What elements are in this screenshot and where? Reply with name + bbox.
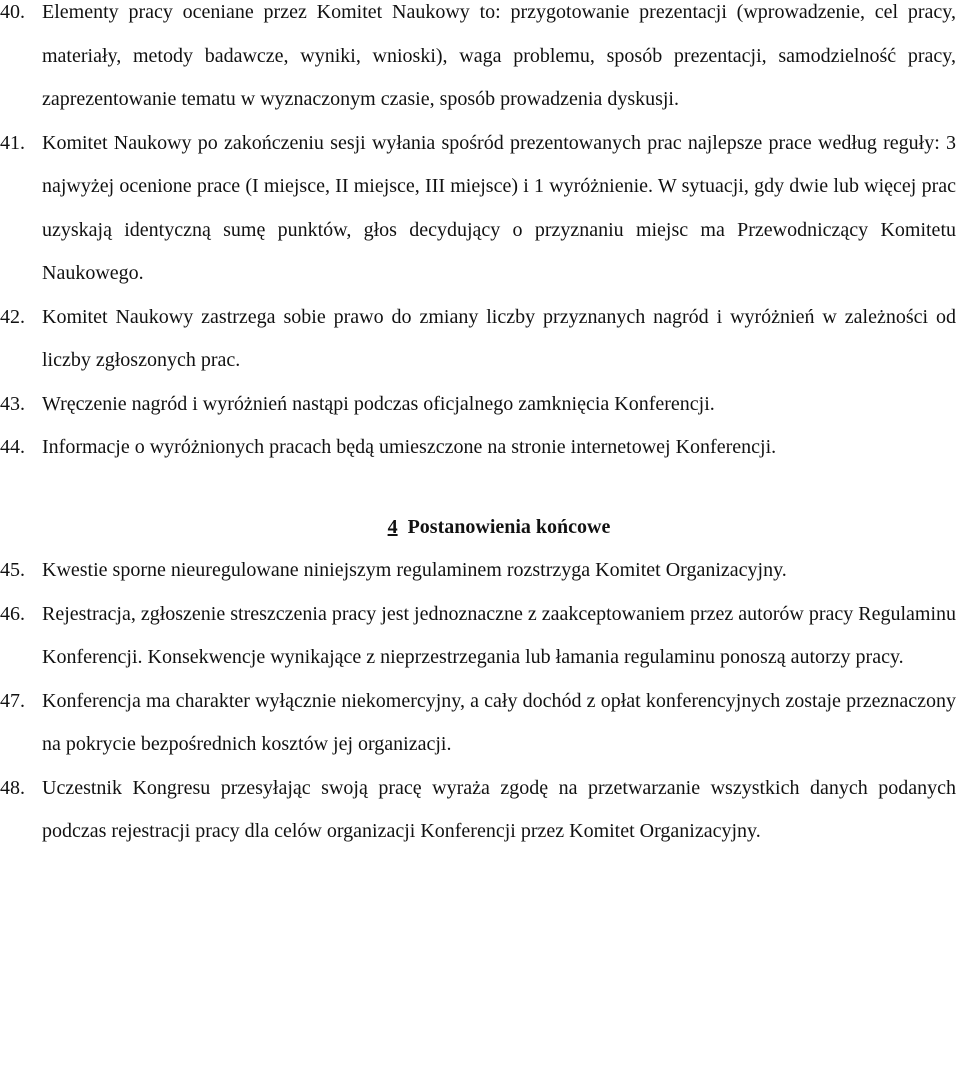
item-text: Elementy pracy oceniane przez Komitet Naukowy to: przygotowanie prezentacji (wprowadzenie, cel pracy, materiały, metody badawcze, wyniki, wnioski), waga problemu, sposób prezentacji, samodzielność pracy, zaprezentowanie tematu w wyznaczonym czasie, sposób prowadzenia dyskusji. <box>42 1 956 110</box>
item-number: 43. <box>0 392 25 415</box>
item-number: 44. <box>0 436 25 458</box>
list-item <box>0 549 956 593</box>
list-item <box>0 680 956 767</box>
item-number: 47. <box>0 689 25 712</box>
item-number: 42. <box>0 305 25 328</box>
item-text: Informacje o wyróżnionych pracach będą umieszczone na stronie internetowej Konferencji. <box>42 436 777 458</box>
section-number: 4 <box>387 515 398 538</box>
item-number: 40. <box>0 1 25 23</box>
list-item <box>0 383 956 427</box>
section-title: Postanowienia końcowe <box>407 515 611 538</box>
list-item <box>0 122 956 296</box>
item-number: 45. <box>0 559 25 581</box>
item-number: 41. <box>0 131 25 154</box>
item-text: Wręczenie nagród i wyróżnień nastąpi podczas oficjalnego zamknięcia Konferencji. <box>42 392 715 415</box>
list-item <box>0 0 956 122</box>
item-text: Komitet Naukowy zastrzega sobie prawo do zmiany liczby przyznanych nagród i wyróżnień w zależności od liczby zgłoszonych prac. <box>42 305 956 371</box>
item-text: Rejestracja, zgłoszenie streszczenia pracy jest jednoznaczne z zaakceptowaniem przez autorów pracy Regulaminu Konferencji. Konsekwencje wynikające z nieprzestrzegania lub łamania regulaminu ponoszą autorzy pracy. <box>42 602 956 668</box>
item-number: 48. <box>0 776 25 799</box>
list-item <box>0 296 956 383</box>
item-text: Kwestie sporne nieuregulowane niniejszym regulaminem rozstrzyga Komitet Organizacyjny. <box>42 559 787 581</box>
section-heading <box>42 506 956 550</box>
list-item <box>0 426 956 470</box>
item-text: Uczestnik Kongresu przesyłając swoją pracę wyraża zgodę na przetwarzanie wszystkich danych podanych podczas rejestracji pracy dla celów organizacji Konferencji przez Komitet Organizacyjny. <box>42 776 956 842</box>
item-number: 46. <box>0 602 25 625</box>
list-item <box>0 767 956 854</box>
item-text: Komitet Naukowy po zakończeniu sesji wyłania spośród prezentowanych prac najlepsze prace według reguły: 3 najwyżej ocenione prace (I miejsce, II miejsce, III miejsce) i 1 wyróżnienie. W sytuacji, gdy dwie lub więcej prac uzyskają identyczną sumę punktów, głos decydujący o przyznaniu miejsc ma Przewodniczący Komitetu Naukowego. <box>42 131 956 284</box>
item-text: Konferencja ma charakter wyłącznie niekomercyjny, a cały dochód z opłat konferencyjnych zostaje przeznaczony na pokrycie bezpośrednich kosztów jej organizacji. <box>42 689 956 755</box>
list-item <box>0 593 956 680</box>
